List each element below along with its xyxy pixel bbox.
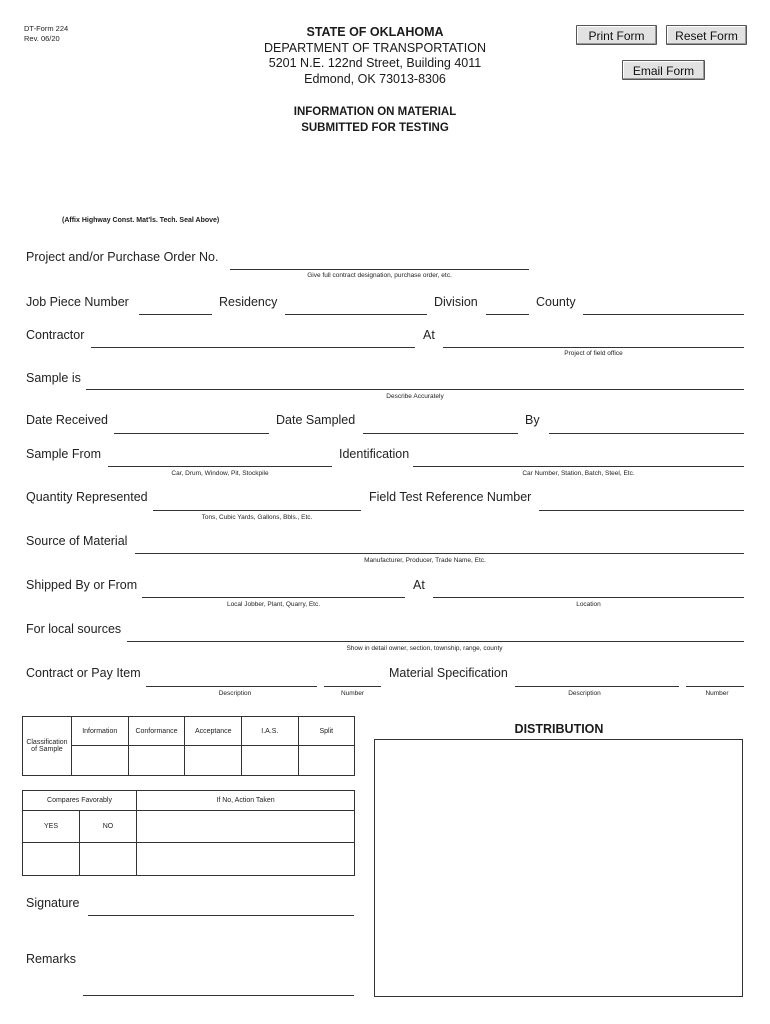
- location-field[interactable]: [433, 597, 744, 598]
- email-form-button[interactable]: Email Form: [622, 60, 705, 80]
- sample-from-label: Sample From: [26, 447, 102, 461]
- class-cell-split[interactable]: [298, 746, 354, 776]
- county-label: County: [536, 295, 576, 309]
- class-cell-ias[interactable]: [242, 746, 298, 776]
- project-label: Project and/or Purchase Order No.: [26, 250, 219, 264]
- at-hint: Project of field office: [564, 350, 623, 357]
- form-title-line1: INFORMATION ON MATERIAL: [293, 106, 457, 118]
- remarks-field[interactable]: [83, 995, 354, 996]
- location-hint: Location: [576, 601, 601, 608]
- division-label: Division: [434, 295, 478, 309]
- shipped-hint: Local Jobber, Plant, Quarry, Etc.: [226, 601, 321, 608]
- sample-from-field[interactable]: [108, 466, 332, 467]
- form-revision: Rev. 06/20: [24, 34, 60, 43]
- contract-item-label: Contract or Pay Item: [26, 666, 141, 680]
- form-id: [24, 24, 68, 44]
- class-col-information: Information: [71, 717, 128, 746]
- quantity-label: Quantity Represented: [26, 490, 148, 504]
- signature-label: Signature: [26, 896, 80, 910]
- no-label: NO: [80, 811, 137, 843]
- action-taken-field[interactable]: [137, 811, 355, 843]
- distribution-title: DISTRIBUTION: [514, 722, 604, 736]
- sample-is-label: Sample is: [26, 371, 81, 385]
- local-sources-hint: Show in detail owner, section, township, range, county: [346, 645, 503, 652]
- reset-form-button[interactable]: Reset Form: [666, 25, 747, 45]
- project-hint: Give full contract designation, purchase order, etc.: [307, 272, 452, 279]
- print-form-button[interactable]: Print Form: [576, 25, 657, 45]
- no-cell[interactable]: [80, 843, 137, 876]
- state-name: STATE OF OKLAHOMA: [306, 25, 444, 39]
- class-cell-conformance[interactable]: [128, 746, 185, 776]
- contractor-field[interactable]: [91, 347, 415, 348]
- contract-number-hint: Number: [340, 690, 365, 697]
- seal-note: (Affix Highway Const. Mat'ls. Tech. Seal Above): [62, 217, 220, 224]
- county-field[interactable]: [583, 314, 744, 315]
- class-cell-information[interactable]: [71, 746, 128, 776]
- local-sources-label: For local sources: [26, 622, 122, 636]
- sample-from-hint: Car, Drum, Window, Pit, Stockpile: [171, 470, 269, 477]
- contract-number-field[interactable]: [324, 686, 381, 687]
- job-piece-field[interactable]: [139, 314, 212, 315]
- by-field[interactable]: [549, 433, 744, 434]
- source-label: Source of Material: [26, 534, 128, 548]
- city-line: Edmond, OK 73013-8306: [304, 71, 446, 86]
- field-test-label: Field Test Reference Number: [369, 490, 532, 504]
- material-spec-label: Material Specification: [389, 666, 508, 680]
- form-title-line2: SUBMITTED FOR TESTING: [301, 121, 449, 134]
- compares-label: Compares Favorably: [23, 791, 137, 811]
- shipped-field[interactable]: [142, 597, 405, 598]
- date-sampled-label: Date Sampled: [276, 413, 356, 427]
- yes-cell[interactable]: [23, 843, 80, 876]
- spec-number-field[interactable]: [686, 686, 744, 687]
- at-field[interactable]: [443, 347, 744, 348]
- date-received-label: Date Received: [26, 413, 108, 427]
- identification-field[interactable]: [413, 466, 744, 467]
- quantity-field[interactable]: [153, 510, 361, 511]
- remarks-label: Remarks: [26, 952, 77, 966]
- identification-label: Identification: [339, 447, 410, 461]
- division-field[interactable]: [486, 314, 529, 315]
- by-label: By: [525, 413, 540, 427]
- source-field[interactable]: [135, 553, 744, 554]
- class-col-split: Split: [298, 717, 354, 746]
- agency-header: [230, 25, 520, 87]
- sample-is-field[interactable]: [86, 389, 744, 390]
- compares-table: [22, 790, 355, 876]
- field-test-field[interactable]: [539, 510, 744, 511]
- spec-description-field[interactable]: [515, 686, 679, 687]
- at-label: At: [423, 328, 435, 342]
- contract-description-hint: Description: [218, 690, 252, 697]
- class-cell-acceptance[interactable]: [185, 746, 242, 776]
- distribution-box[interactable]: [374, 739, 743, 997]
- contract-description-field[interactable]: [146, 686, 317, 687]
- address-line: 5201 N.E. 122nd Street, Building 4011: [268, 56, 482, 70]
- form-number: DT-Form 224: [24, 24, 69, 33]
- department-name: DEPARTMENT OF TRANSPORTATION: [263, 40, 486, 55]
- yes-label: YES: [23, 811, 80, 843]
- class-col-acceptance: Acceptance: [185, 717, 242, 746]
- residency-field[interactable]: [285, 314, 427, 315]
- shipped-label: Shipped By or From: [26, 578, 138, 592]
- contractor-label: Contractor: [26, 328, 85, 342]
- date-sampled-field[interactable]: [363, 433, 518, 434]
- identification-hint: Car Number, Station, Batch, Steel, Etc.: [522, 470, 635, 477]
- spec-description-hint: Description: [568, 690, 601, 697]
- local-sources-field[interactable]: [127, 641, 744, 642]
- classification-label: Classification of Sample: [23, 717, 72, 776]
- form-title: [230, 105, 520, 136]
- sample-is-hint: Describe Accurately: [386, 393, 444, 400]
- quantity-hint: Tons, Cubic Yards, Gallons, Bbls., Etc.: [201, 514, 313, 521]
- class-col-ias: I.A.S.: [242, 717, 298, 746]
- at2-label: At: [413, 578, 425, 592]
- spec-number-hint: Number: [705, 690, 729, 697]
- source-hint: Manufacturer, Producer, Trade Name, Etc.: [364, 557, 486, 564]
- date-received-field[interactable]: [114, 433, 269, 434]
- project-field[interactable]: [230, 269, 529, 270]
- action-taken-field-2[interactable]: [137, 843, 355, 876]
- classification-table: [22, 716, 355, 776]
- signature-field[interactable]: [88, 915, 354, 916]
- class-col-conformance: Conformance: [128, 717, 185, 746]
- action-taken-label: If No, Action Taken: [137, 791, 355, 811]
- job-piece-label: Job Piece Number: [26, 295, 129, 309]
- residency-label: Residency: [219, 295, 278, 309]
